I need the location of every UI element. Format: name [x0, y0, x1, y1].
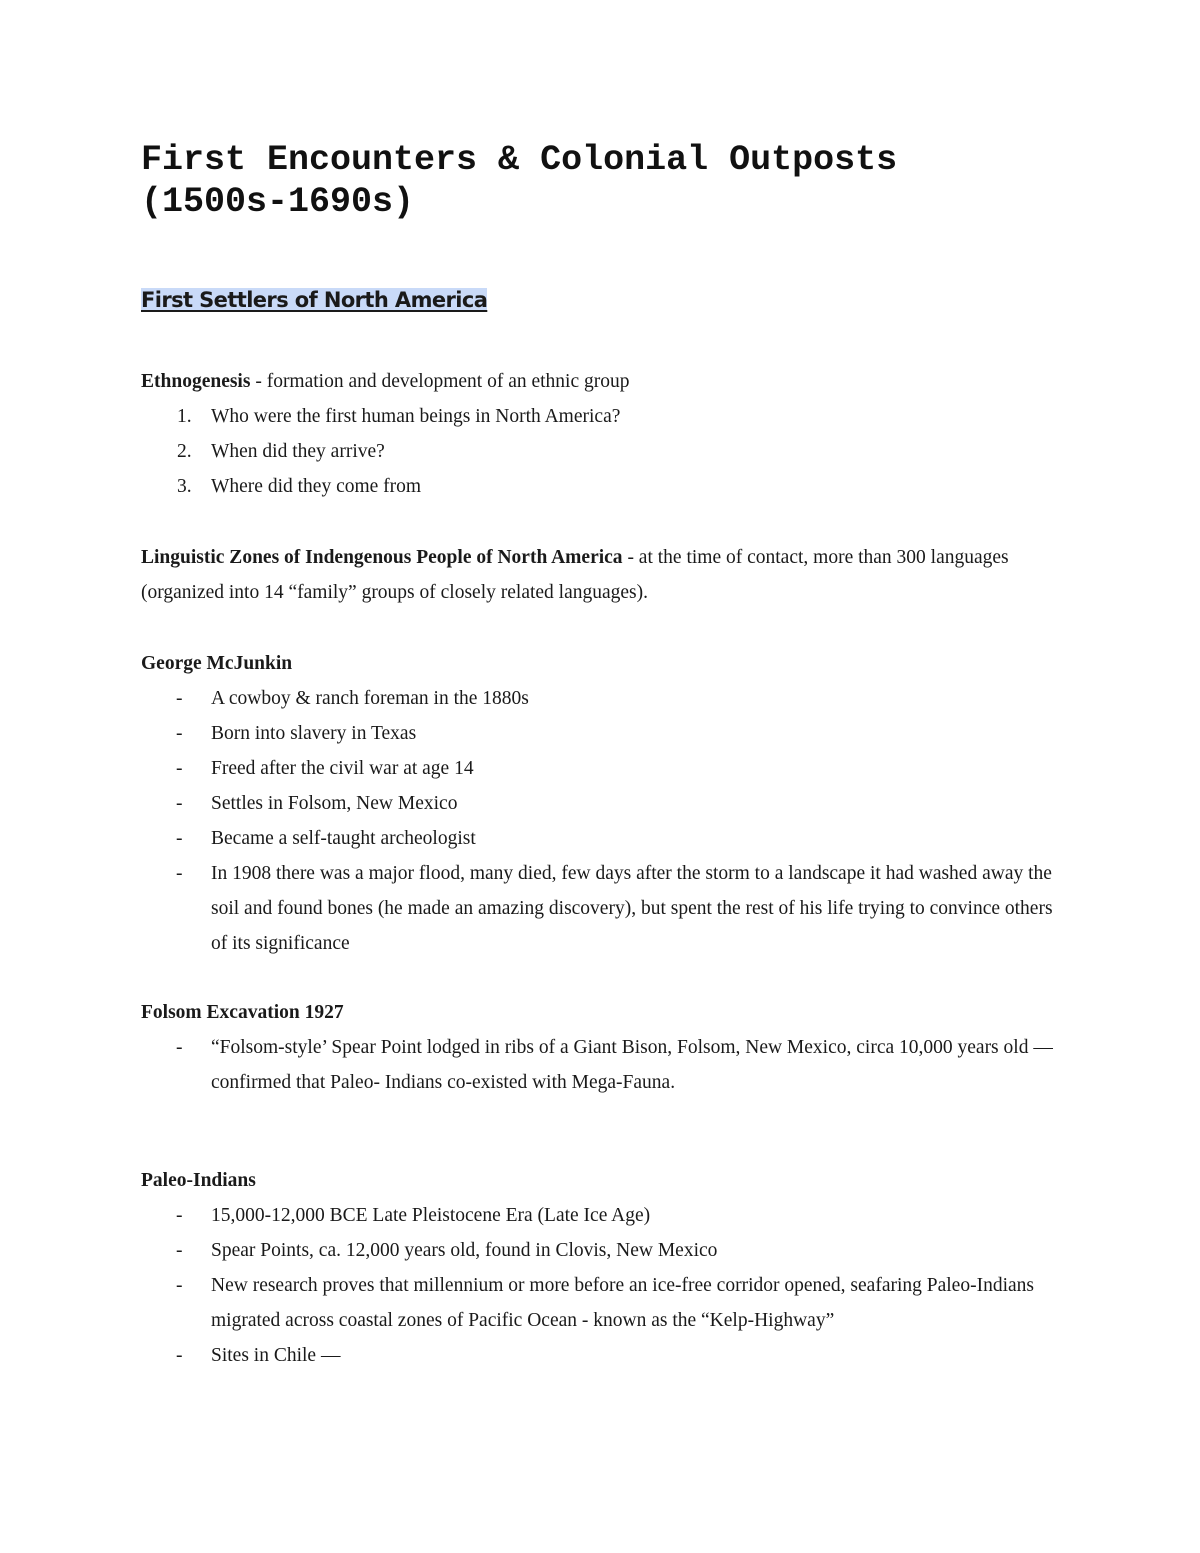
- list-item: [141, 1198, 1071, 1233]
- list-item-text: “Folsom-style’ Spear Point lodged in ribs of a Giant Bison, Folsom, New Mexico, circa 10,000 years old — confirmed that Paleo- Indians co-existed with Mega-Fauna.: [211, 1037, 1053, 1093]
- ethnogenesis-term: Ethnogenesis: [141, 371, 251, 392]
- folsom-block: [141, 995, 1071, 1100]
- dash-marker: -: [176, 758, 183, 779]
- dash-marker: -: [176, 723, 183, 744]
- list-item-text: Sites in Chile —: [211, 1345, 341, 1366]
- section-heading-text: First Settlers of North America: [141, 288, 488, 312]
- dash-marker: -: [176, 688, 183, 709]
- ethnogenesis-questions: [141, 399, 1071, 504]
- list-number: 3.: [177, 476, 192, 497]
- mcjunkin-block: [141, 646, 1071, 961]
- linguistic-definition-text: - at the time of contact, more than 300 languages (organized into 14 “family” groups of closely related languages).: [141, 547, 1009, 603]
- dash-marker: -: [176, 1240, 183, 1261]
- section-heading: [141, 285, 487, 315]
- dash-marker: -: [176, 1345, 183, 1366]
- list-item-text: 15,000-12,000 BCE Late Pleistocene Era (Late Ice Age): [211, 1205, 651, 1226]
- dash-marker: -: [176, 1275, 183, 1296]
- paleo-heading: Paleo-Indians: [141, 1170, 256, 1191]
- list-item-text: Where did they come from: [211, 476, 422, 497]
- dash-marker: -: [176, 828, 183, 849]
- mcjunkin-list: [141, 681, 1071, 961]
- mcjunkin-heading: George McJunkin: [141, 653, 293, 674]
- dash-marker: -: [176, 863, 183, 884]
- list-item-text: Freed after the civil war at age 14: [211, 758, 474, 779]
- folsom-list: [141, 1030, 1071, 1100]
- list-number: 1.: [177, 406, 192, 427]
- list-item-text: Became a self-taught archeologist: [211, 828, 476, 849]
- list-item: [141, 1030, 1071, 1100]
- list-item-text: New research proves that millennium or more before an ice-free corridor opened, seafaring Paleo-Indians migrated across coastal zones of Pacific Ocean - known as the “Kelp-Highway”: [211, 1275, 1034, 1331]
- list-item-text: A cowboy & ranch foreman in the 1880s: [211, 688, 529, 709]
- list-item: [141, 751, 1071, 786]
- list-number: 2.: [177, 441, 192, 462]
- list-item: [141, 1268, 1071, 1338]
- ethnogenesis-block: [141, 364, 1071, 504]
- list-item: [141, 1233, 1071, 1268]
- list-item: [141, 856, 1071, 961]
- dash-marker: -: [176, 1205, 183, 1226]
- linguistic-term: Linguistic Zones of Indengenous People of North America: [141, 547, 623, 568]
- ethnogenesis-definition-text: - formation and development of an ethnic group: [250, 371, 630, 392]
- linguistic-definition: [141, 540, 1041, 610]
- list-item-text: Who were the first human beings in North America?: [211, 406, 621, 427]
- list-item-text: Spear Points, ca. 12,000 years old, found in Clovis, New Mexico: [211, 1240, 718, 1261]
- list-item-text: In 1908 there was a major flood, many died, few days after the storm to a landscape it had washed away the soil and found bones (he made an amazing discovery), but spent the rest of his life trying to convince others of its significance: [211, 863, 1053, 954]
- dash-marker: -: [176, 1037, 183, 1058]
- list-item: [141, 1338, 1071, 1373]
- list-item: [141, 716, 1071, 751]
- document-title: First Encounters & Colonial Outposts (1500s-1690s): [141, 140, 898, 222]
- dash-marker: -: [176, 793, 183, 814]
- ethnogenesis-definition: [141, 364, 1071, 399]
- folsom-heading: Folsom Excavation 1927: [141, 1002, 344, 1023]
- list-item: [141, 399, 1071, 434]
- list-item: [141, 469, 1071, 504]
- linguistic-block: [141, 540, 1041, 610]
- list-item: [141, 821, 1071, 856]
- list-item-text: Born into slavery in Texas: [211, 723, 417, 744]
- list-item-text: When did they arrive?: [211, 441, 385, 462]
- list-item-text: Settles in Folsom, New Mexico: [211, 793, 458, 814]
- paleo-block: [141, 1163, 1071, 1373]
- list-item: [141, 786, 1071, 821]
- paleo-list: [141, 1198, 1071, 1373]
- list-item: [141, 681, 1071, 716]
- list-item: [141, 434, 1071, 469]
